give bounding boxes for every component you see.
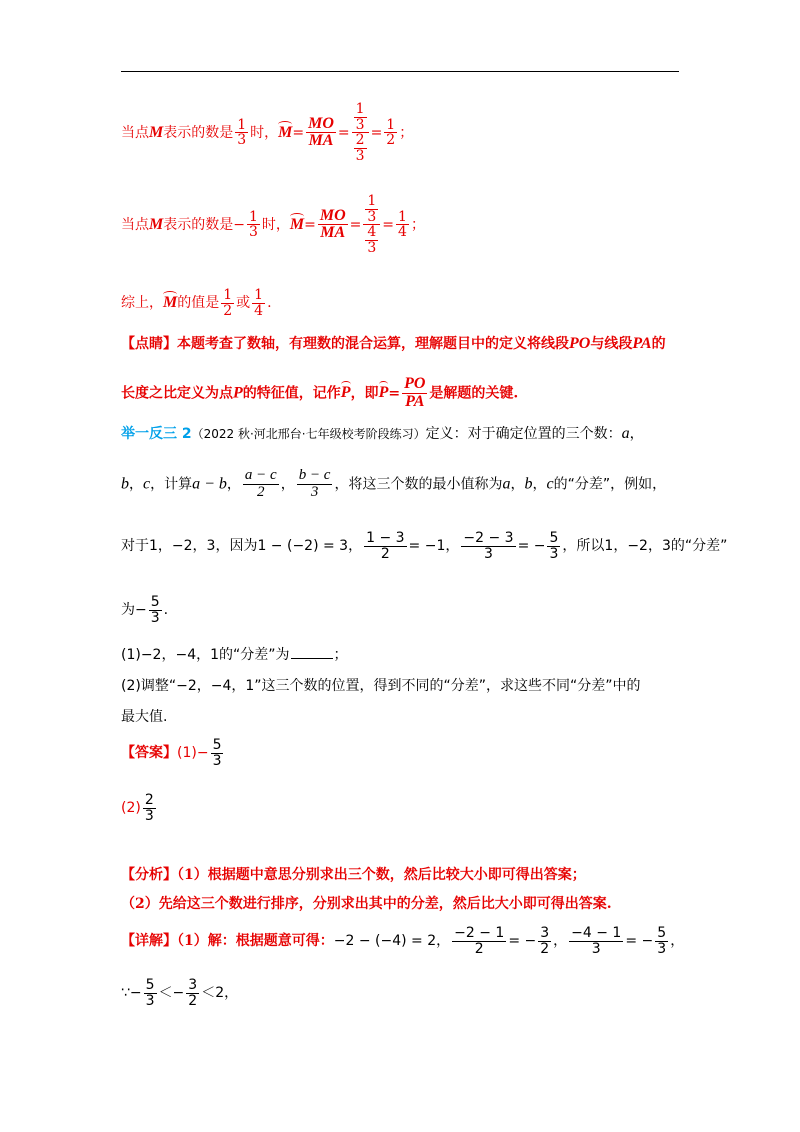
- denominator: 4: [254, 302, 264, 319]
- fraction: [211, 738, 224, 768]
- denominator: 2: [380, 545, 390, 562]
- denominator: 3: [248, 224, 258, 241]
- answer-tag: 【答案】: [121, 745, 177, 762]
- fraction: [318, 208, 348, 243]
- answer-line2: [121, 793, 158, 823]
- var-p: P: [233, 384, 243, 402]
- denominator: 3: [310, 483, 319, 500]
- numerator: 3: [540, 925, 550, 941]
- text: .: [163, 602, 169, 619]
- text: ，即: [350, 385, 379, 402]
- text: 与线段: [590, 336, 633, 352]
- detail-line1: [121, 926, 684, 956]
- denominator: 3: [549, 545, 559, 562]
- var-c: c: [546, 475, 554, 493]
- numerator: 2: [144, 792, 154, 808]
- numerator: 1 − 3: [366, 530, 405, 546]
- denominator: 3: [145, 992, 155, 1009]
- text: 或: [236, 295, 251, 312]
- numerator: 1: [254, 287, 264, 303]
- detail-tag: 【详解】: [121, 933, 177, 950]
- denominator: 3: [212, 752, 222, 769]
- analysis-tag: 【分析】: [121, 867, 177, 883]
- numerator: 1: [248, 208, 258, 225]
- expr: −2 − (−4) = 2，: [333, 933, 451, 950]
- analysis-line2: [121, 893, 612, 913]
- denominator: 2: [540, 940, 550, 957]
- denominator: 3: [591, 940, 601, 957]
- text: = −1，: [408, 538, 460, 555]
- text: (2)调整“−2，−4，1”这三个数的位置，得到不同的“分差”，求这些不同“分差”中的: [121, 678, 641, 694]
- denominator: 3: [355, 148, 365, 165]
- dianjing-tag: 【点睛】: [121, 336, 177, 352]
- fraction: [547, 531, 560, 561]
- var-pa: PA: [632, 335, 652, 352]
- fraction: [235, 118, 248, 148]
- text: ；: [333, 647, 348, 663]
- text: ，所以1，−2，3的“分差”: [562, 538, 728, 555]
- fraction: [384, 118, 397, 148]
- text: ＜2，: [201, 985, 239, 1002]
- problem-line1: [121, 423, 644, 443]
- case1-line: [121, 102, 413, 164]
- fraction: [655, 926, 668, 956]
- question-1: [121, 644, 348, 664]
- text: ；: [410, 216, 425, 233]
- text: 当点: [121, 124, 149, 141]
- text: 长度之比定义为点: [121, 385, 233, 402]
- text: ∵−: [121, 985, 142, 1002]
- fraction: [186, 978, 199, 1008]
- denominator: 3: [484, 545, 493, 562]
- text: 时，: [250, 124, 279, 141]
- denominator: 3: [144, 807, 154, 824]
- fraction: [243, 468, 279, 501]
- numerator: 1: [398, 208, 407, 225]
- nested-fraction: [352, 102, 369, 164]
- text: 的: [651, 336, 666, 352]
- text: (1)−2，−4，1的“分差”为: [121, 647, 290, 663]
- text: = −: [625, 933, 654, 950]
- fraction: [221, 288, 234, 318]
- text: 当点: [121, 216, 149, 233]
- var-a: a: [502, 475, 511, 493]
- text: ，: [532, 476, 547, 493]
- numerator: 2: [355, 132, 365, 149]
- text: （1）解：根据题意可得：: [177, 933, 334, 950]
- text: （2）先给这三个数进行排序，分别求出其中的分差，然后比大小即可得出答案.: [121, 896, 612, 912]
- m-hat-symbol: M: [163, 294, 178, 312]
- var-b: b: [121, 475, 129, 493]
- fraction: [538, 926, 551, 956]
- problem-label: 举一反三 2: [121, 426, 192, 442]
- text: 是解题的关键.: [429, 385, 519, 402]
- numerator: b − c: [298, 467, 331, 483]
- denominator: 3: [367, 240, 377, 257]
- analysis-line1: [121, 864, 586, 884]
- denominator: 2: [386, 132, 396, 149]
- text: 本题考查了数轴，有理数的混合运算，理解题目中的定义将线段: [177, 336, 569, 352]
- expr: a − b: [192, 475, 227, 493]
- var-b: b: [524, 475, 533, 493]
- equals: =: [292, 124, 305, 141]
- fraction: [143, 793, 156, 823]
- numerator: 5: [549, 530, 559, 546]
- text: ，: [510, 476, 525, 493]
- minus-sign: −: [233, 216, 245, 233]
- text: 定义：对于确定位置的三个数：: [425, 426, 622, 442]
- denominator: 2: [188, 992, 198, 1009]
- equals: =: [382, 216, 395, 233]
- fraction: [247, 210, 260, 240]
- text: ，: [280, 476, 295, 493]
- answer-blank[interactable]: [291, 646, 333, 659]
- problem-line3: [121, 531, 727, 561]
- numerator: 3: [188, 977, 198, 993]
- text: 表示的数是: [163, 124, 234, 141]
- numerator: 1: [223, 287, 233, 303]
- fraction: [354, 133, 367, 163]
- fraction: [396, 210, 409, 240]
- text: 最大值.: [121, 709, 168, 725]
- problem-source: （2022 秋·河北邢台·七年级校考阶段练习）: [191, 427, 426, 441]
- text: ＜−: [158, 985, 185, 1002]
- m-hat-symbol: M: [278, 123, 293, 141]
- numerator: 1: [355, 101, 365, 117]
- equals: =: [304, 216, 316, 233]
- equals: =: [370, 124, 383, 141]
- equals: =: [349, 216, 362, 233]
- text: 时，: [261, 216, 290, 233]
- numerator: −4 − 1: [571, 925, 622, 941]
- question-2-line1: [121, 675, 641, 695]
- problem-line2: [121, 468, 666, 501]
- denominator: 2: [474, 940, 484, 957]
- var-m: M: [149, 123, 164, 141]
- fraction: [364, 531, 406, 561]
- fraction: [461, 531, 515, 561]
- fraction: [402, 376, 427, 411]
- numerator: 5: [150, 594, 160, 610]
- fraction: [144, 978, 157, 1008]
- text: ，: [226, 476, 241, 493]
- denominator: 2: [257, 483, 265, 500]
- numerator: PO: [404, 375, 426, 392]
- denominator: 3: [355, 116, 365, 133]
- denominator: 3: [657, 940, 667, 957]
- denominator: 3: [150, 609, 160, 626]
- fraction: [452, 926, 506, 956]
- var-m: M: [149, 215, 164, 233]
- header-rule: [121, 71, 679, 72]
- denominator: 2: [223, 302, 233, 319]
- text: ，: [629, 426, 644, 442]
- m-hat-symbol: M: [289, 215, 305, 233]
- numerator: MO: [308, 114, 334, 132]
- denominator: 3: [237, 132, 247, 149]
- text: = −: [508, 933, 537, 950]
- question-2-line2: [121, 706, 167, 726]
- text: (2): [121, 800, 141, 817]
- fraction: [569, 926, 623, 956]
- text: ，: [129, 476, 143, 493]
- p-hat-symbol: P: [340, 384, 351, 402]
- text: ，将这三个数的最小值称为: [334, 476, 503, 493]
- numerator: 1: [237, 116, 247, 133]
- fraction: [297, 468, 333, 501]
- fraction: [365, 194, 378, 224]
- numerator: 5: [145, 977, 155, 993]
- text: (1)−: [177, 745, 209, 762]
- text: ，: [670, 933, 685, 950]
- numerator: MO: [319, 206, 346, 224]
- numerator: −2 − 1: [454, 925, 505, 941]
- text: ，: [553, 933, 568, 950]
- fraction: [354, 102, 367, 132]
- text: 的特征值，记作: [242, 385, 341, 402]
- detail-line2: [121, 978, 238, 1008]
- text: 对于1，−2，3，因为1 − (−2) = 3，: [121, 538, 363, 555]
- case2-line: [121, 194, 425, 256]
- p-hat-symbol: P: [378, 384, 389, 402]
- text: （1）根据题中意思分别求出三个数，然后比较大小即可得出答案；: [177, 867, 586, 883]
- dianjing-line1: [121, 333, 666, 353]
- fraction: [252, 288, 265, 318]
- numerator: 5: [657, 925, 667, 941]
- denominator: 3: [367, 208, 377, 225]
- text: = −: [517, 538, 546, 555]
- var-po: PO: [569, 335, 591, 352]
- denominator: PA: [405, 392, 425, 410]
- numerator: 5: [212, 737, 222, 753]
- numerator: 4: [367, 224, 377, 241]
- summary-line: [121, 288, 272, 318]
- fraction: [306, 116, 336, 151]
- numerator: −2 − 3: [463, 530, 514, 546]
- nested-fraction: [363, 194, 380, 256]
- text: 为−: [121, 602, 147, 619]
- fraction: [149, 595, 162, 625]
- denominator: MA: [320, 224, 346, 242]
- dianjing-line2: 长度之比定义为点P的特征值，记作P，即P= $\frac{PO}{PA}$ 是解题的关键.: [121, 375, 519, 410]
- text: 的值是: [177, 295, 220, 312]
- numerator: a − c: [244, 467, 277, 483]
- var-c: c: [143, 475, 151, 493]
- numerator: 1: [386, 116, 396, 133]
- text: ，计算: [150, 476, 193, 493]
- answer-line1: [121, 738, 225, 768]
- text: ；: [399, 124, 414, 141]
- text: 表示的数是: [163, 216, 234, 233]
- text: .: [267, 295, 272, 312]
- fraction: [365, 225, 378, 255]
- equals: =: [337, 124, 350, 141]
- text: 的“分差”，例如，: [553, 476, 667, 493]
- denominator: MA: [308, 132, 334, 150]
- problem-line4: [121, 595, 168, 625]
- denominator: 4: [398, 224, 407, 241]
- var-a: a: [621, 425, 630, 442]
- text: 综上，: [121, 295, 163, 312]
- numerator: 1: [367, 193, 377, 209]
